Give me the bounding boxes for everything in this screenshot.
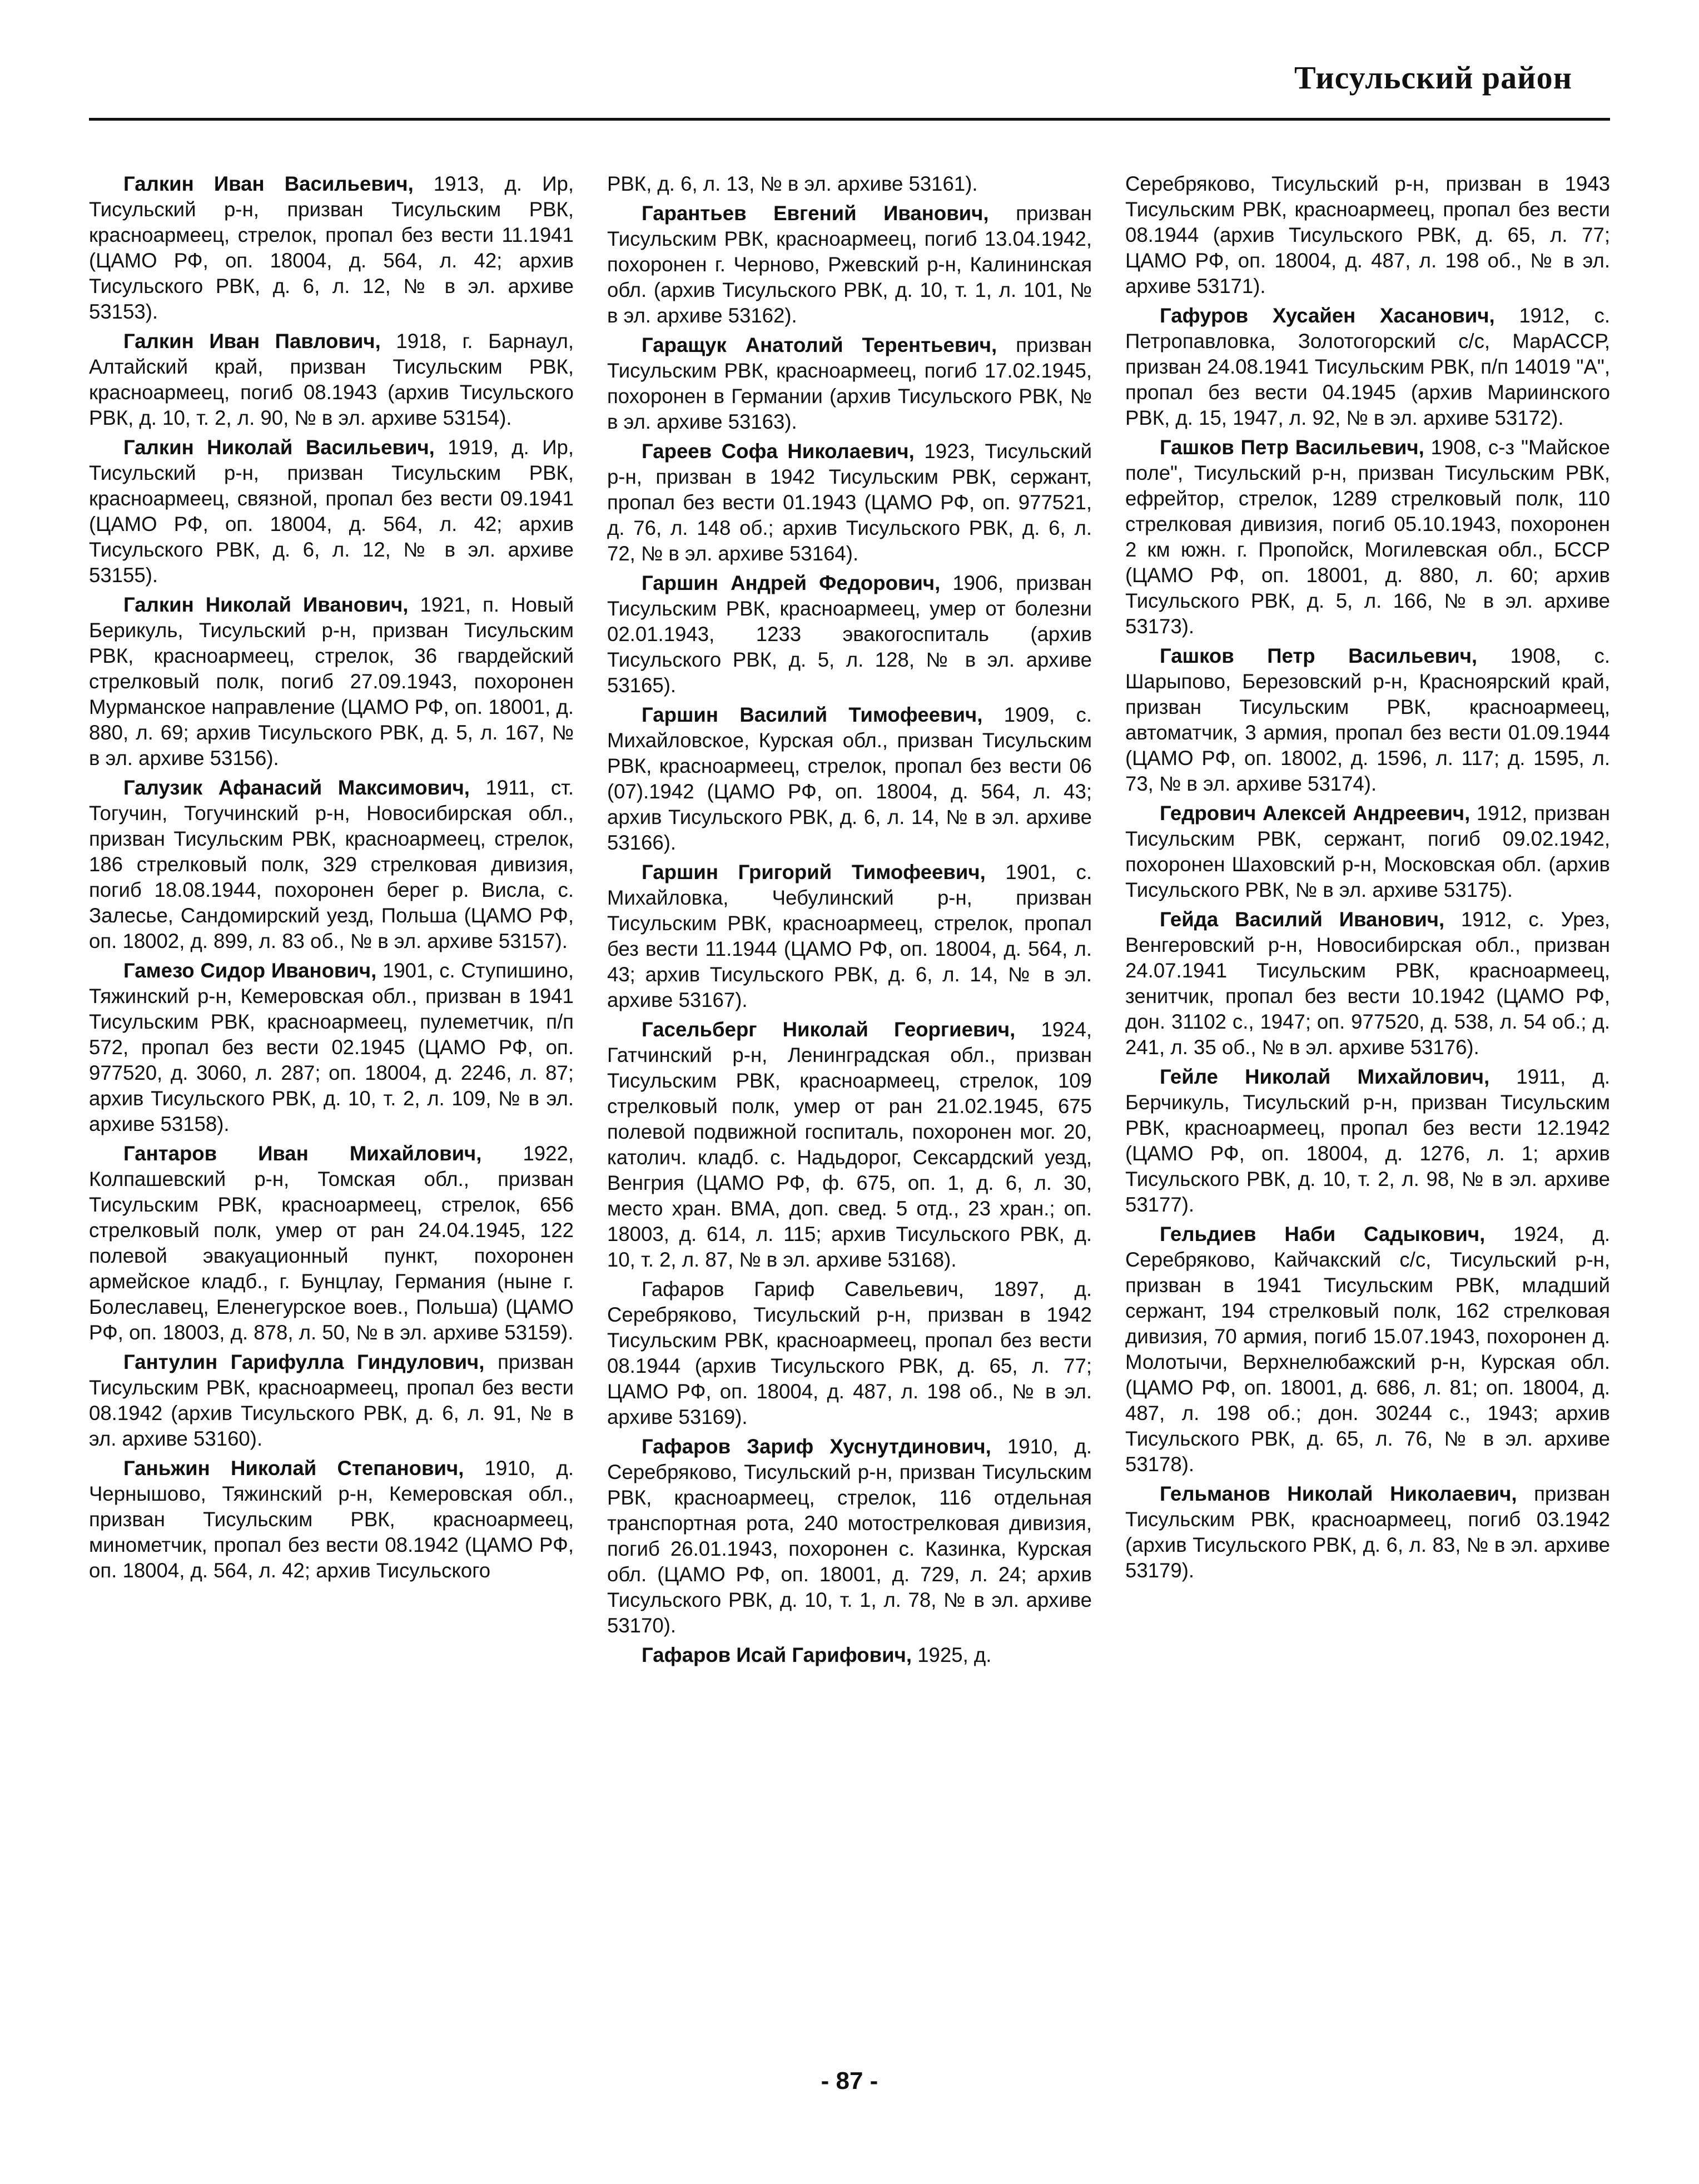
entry-text: 1919, д. Ир, Тисульский р-н, призван Тисульским РВК, красноармеец, связной, пропал без вести 09.1941 (ЦАМО РФ, оп. 18004, д. 564, л. 42; архив Тисульского РВК, д. 6, л. 12, № в эл. архиве 53155). [89,436,574,587]
entry [89,1349,574,1452]
entry [607,702,1092,856]
entry [1125,171,1610,299]
entry-text: 1906, призван Тисульским РВК, красноармеец, умер от болезни 02.01.1943, 1233 эвакогоспиталь (архив Тисульского РВК, д. 5, л. 128, № в эл. архиве 53165). [607,572,1092,697]
entry-name: Гаршин Андрей Федорович, [642,572,941,594]
entry-name: Галкин Николай Иванович, [123,593,409,616]
entry-name: Галкин Николай Васильевич, [123,436,435,459]
entry-name: Гаршин Григорий Тимофеевич, [642,861,986,883]
entry-name: Гафаров Зариф Хуснутдинович, [642,1435,991,1458]
entry-text: 1909, с. Михайловское, Курская обл., призван Тисульским РВК, красноармеец, стрелок, пропал без вести 06 (07).1942 (ЦАМО РФ, оп. 18004, д. 564, л. 43; архив Тисульского РВК, д. 6, л. 14, № в эл. архиве 53166). [607,703,1092,854]
entry-text: РВК, д. 6, л. 13, № в эл. архиве 53161). [607,172,978,195]
entry-text: 1911, ст. Тогучин, Тогучинский р-н, Новосибирская обл., призван Тисульским РВК, красноармеец, стрелок, 186 стрелковый полк, 329 стрелковая дивизия, погиб 18.08.1944, похоронен берег р. Висла, с. Залесье, Сандомирский уезд, Польша (ЦАМО РФ, оп. 18002, д. 899, л. 83 об., № в эл. архиве 53157). [89,776,574,952]
entry [89,958,574,1137]
entry [607,201,1092,329]
entry-text: 1912, призван Тисульским РВК, сержант, погиб 09.02.1942, похоронен Шаховский р-н, Московская обл. (архив Тисульского РВК, № в эл. архиве 53175). [1125,802,1610,901]
entry-text: 1923, Тисульский р-н, призван в 1942 Тисульским РВК, сержант, пропал без вести 01.1943 (ЦАМО РФ, оп. 977521, д. 76, л. 148 об.; архив Тисульского РВК, д. 6, л. 72, № в эл. архиве 53164). [607,440,1092,565]
page-number: - 87 - [821,2067,878,2094]
entry [607,171,1092,197]
entry-name: Гантулин Гарифулла Гиндулович, [123,1351,485,1373]
entry-text: 1912, с. Петропавловка, Золотогорский с/с, МарАССР, призван 24.08.1941 Тисульским РВК, п/п 14019 "А", пропал без вести 04.1945 (архив Мариинского РВК, д. 15, 1947, л. 92, № в эл. архиве 53172). [1125,304,1610,429]
entry-text: 1913, д. Ир, Тисульский р-н, призван Тисульским РВК, красноармеец, стрелок, пропал без вести 11.1941 (ЦАМО РФ, оп. 18004, д. 564, л. 42; архив Тисульского РВК, д. 6, л. 12, № в эл. архиве 53153). [89,172,574,323]
entry [89,592,574,771]
entry-text: 1908, с-з "Майское поле", Тисульский р-н, призван Тисульским РВК, ефрейтор, стрелок, 1289 стрелковый полк, 110 стрелковая дивизия, погиб 05.10.1943, похоронен 2 км южн. г. Пропойск, Могилевская обл., БССР (ЦАМО РФ, оп. 18001, д. 880, л. 60; архив Тисульского РВК, д. 5, л. 166, № в эл. архиве 53173). [1125,436,1610,638]
entry [607,1434,1092,1639]
entry-text: призван Тисульским РВК, красноармеец, погиб 17.02.1945, похоронен в Германии (архив Тисульского РВК, № в эл. архиве 53163). [607,334,1092,433]
entry-name: Галузик Афанасий Максимович, [123,776,470,799]
entry-name: Гельманов Николай Николаевич, [1160,1482,1517,1505]
entry [607,1017,1092,1273]
entry [1125,643,1610,797]
header-rule [89,118,1610,121]
entry [89,435,574,588]
column-2 [607,171,1092,2006]
entry-name: Гейле Николай Михайлович, [1160,1065,1490,1088]
entry-name: Гедрович Алексей Андреевич, [1160,802,1471,825]
entry [1125,435,1610,639]
entry-name: Гаршин Василий Тимофеевич, [642,703,983,726]
entry-text: призван Тисульским РВК, красноармеец, пропал без вести 08.1942 (архив Тисульского РВК, д. 6, л. 91, № в эл. архиве 53160). [89,1351,574,1450]
entry [607,570,1092,698]
entry-text: 1908, с. Шарыпово, Березовский р-н, Красноярский край, призван Тисульским РВК, красноармеец, автоматчик, 3 армия, пропал без вести 01.09.1944 (ЦАМО РФ, оп. 18002, д. 1596, л. 117; д. 1595, л. 73, № в эл. архиве 53174). [1125,644,1610,795]
entry-name: Гареев Софа Николаевич, [642,440,915,463]
entry [607,332,1092,435]
entry-name: Галкин Иван Васильевич, [123,172,414,195]
entry [89,1456,574,1584]
entry-name: Гашков Петр Васильевич, [1160,436,1424,459]
column-1 [89,171,574,2006]
entry-text: 1901, с. Ступишино, Тяжинский р-н, Кемеровская обл., призван в 1941 Тисульским РВК, красноармеец, пулеметчик, п/п 572, пропал без вести 02.1945 (ЦАМО РФ, оп. 977520, д. 3060, л. 287; оп. 18004, д. 2246, л. 87; архив Тисульского РВК, д. 10, т. 2, л. 109, № в эл. архиве 53158). [89,959,574,1135]
entry [89,775,574,954]
entry [1125,801,1610,903]
entry [1125,907,1610,1060]
entry-name: Гамезо Сидор Иванович, [123,959,377,982]
entry-text: 1911, д. Берчикуль, Тисульский р-н, призван Тисульским РВК, красноармеец, пропал без вести 12.1942 (ЦАМО РФ, оп. 18004, д. 1276, л. 1; архив Тисульского РВК, д. 10, т. 2, л. 98, № в эл. архиве 53177). [1125,1065,1611,1216]
entry-name: Гельдиев Наби Садыкович, [1160,1223,1486,1245]
entry-text: Гафаров Гариф Савельевич, 1897, д. Серебряково, Тисульский р-н, призван в 1942 Тисульским РВК, красноармеец, пропал без вести 08.1944 (архив Тисульского РВК, д. 65, л. 77; ЦАМО РФ, оп. 18004, д. 487, л. 198 об., № в эл. архиве 53169). [607,1278,1092,1428]
entry-name: Гантаров Иван Михайлович, [123,1142,482,1165]
running-head-title: Тисульский район [1294,59,1572,96]
entry [1125,1222,1610,1477]
entry-text: Серебряково, Тисульский р-н, призван в 1943 Тисульским РВК, красноармеец, пропал без вести 08.1944 (архив Тисульского РВК, д. 65, л. 77; ЦАМО РФ, оп. 18004, д. 487, л. 198 об., № в эл. архиве 53171). [1125,172,1610,297]
entry-text: 1910, д. Чернышово, Тяжинский р-н, Кемеровская обл., призван Тисульским РВК, красноармеец, минометчик, пропал без вести 08.1942 (ЦАМО РФ, оп. 18004, д. 564, л. 42; архив Тисульского [89,1457,574,1582]
entry [607,1277,1092,1430]
entry [1125,1064,1610,1218]
entry-name: Гафаров Исай Гарифович, [642,1644,912,1666]
column-3 [1125,171,1610,2006]
entry [1125,303,1610,431]
entry-name: Гарантьев Евгений Иванович, [642,202,989,225]
text-columns [89,171,1610,2006]
entry-name: Галкин Иван Павлович, [123,330,381,353]
entry-text: 1918, г. Барнаул, Алтайский край, призван Тисульским РВК, красноармеец, погиб 08.1943 (архив Тисульского РВК, д. 10, т. 2, л. 90, № в эл. архиве 53154). [89,330,574,429]
entry [607,1642,1092,1668]
entry [89,1141,574,1346]
entry-name: Гейда Василий Иванович, [1160,908,1445,931]
entry-text: призван Тисульским РВК, красноармеец, погиб 03.1942 (архив Тисульского РВК, д. 6, л. 83, № в эл. архиве 53179). [1125,1482,1610,1582]
entry-text: 1901, с. Михайловка, Чебулинский р-н, призван Тисульским РВК, красноармеец, стрелок, пропал без вести 11.1944 (ЦАМО РФ, оп. 18004, д. 564, л. 43; архив Тисульского РВК, д. 6, л. 14, № в эл. архиве 53167). [607,861,1092,1011]
entry [89,329,574,431]
entry-name: Гаращук Анатолий Терентьевич, [642,334,997,356]
entry-text: 1921, п. Новый Берикуль, Тисульский р-н, призван Тисульским РВК, красноармеец, стрелок, 36 гвардейский стрелковый полк, погиб 27.09.1943, похоронен Мурманское направление (ЦАМО РФ, оп. 18001, д. 880, л. 69; архив Тисульского РВК, д. 5, л. 167, № в эл. архиве 53156). [89,593,574,770]
entry-text: 1924, д. Серебряково, Кайчакский с/с, Тисульский р-н, призван в 1941 Тисульским РВК, младший сержант, 194 стрелковый полк, 162 стрелковая дивизия, 70 армия, погиб 15.07.1943, похоронен д. Молотычи, Верхнелюбажский р-н, Курская обл. (ЦАМО РФ, оп. 18001, д. 686, л. 81; оп. 18004, д. 487, л. 198 об.; дон. 30244 с., 1943; архив Тисульского РВК, д. 65, л. 76, № в эл. архиве 53178). [1125,1223,1610,1476]
entry [607,439,1092,567]
entry-text: 1910, д. Серебряково, Тисульский р-н, призван Тисульским РВК, красноармеец, стрелок, 116 отдельная транспортная рота, 240 мотострелковая дивизия, погиб 26.01.1943, похоронен с. Казинка, Курская обл. (ЦАМО РФ, оп. 18001, д. 729, л. 24; архив Тисульского РВК, д. 10, т. 1, л. 78, № в эл. архиве 53170). [607,1435,1092,1637]
entry-name: Гашков Петр Васильевич, [1160,644,1478,667]
entry [89,171,574,325]
entry-text: 1912, с. Урез, Венгеровский р-н, Новосибирская обл., призван 24.07.1941 Тисульским РВК, красноармеец, зенитчик, пропал без вести 10.1942 (ЦАМО РФ, дон. 31102 с., 1947; оп. 977520, д. 538, л. 54 об.; д. 241, л. 35 об., № в эл. архиве 53176). [1125,908,1610,1059]
entry-text: 1924, Гатчинский р-н, Ленинградская обл., призван Тисульским РВК, красноармеец, стрелок, 109 стрелковый полк, умер от ран 21.02.1945, 675 полевой подвижной госпиталь, похоронен мог. 20, католич. кладб. с. Надьдорог, Сексардский уезд, Венгрия (ЦАМО РФ, ф. 675, оп. 1, д. 6, л. 30, место хран. ВМА, доп. свед. 5 отд., 23 хран.; оп. 18003, д. 614, л. 115; архив Тисульского РВК, д. 10, т. 2, л. 87, № в эл. архиве 53168). [607,1018,1092,1271]
entry [1125,1481,1610,1584]
entry-text: 1925, д. [912,1644,992,1666]
entry-name: Гафуров Хусайен Хасанович, [1160,304,1495,327]
entry [607,860,1092,1013]
entry-text: 1922, Колпашевский р-н, Томская обл., призван Тисульским РВК, красноармеец, стрелок, 656 стрелковый полк, умер от ран 24.04.1945, 122 полевой эвакуационный пункт, похоронен армейское кладб., г. Бунцлау, Германия (ныне г. Болеславец, Еленегурское воев., Польша) (ЦАМО РФ, оп. 18003, д. 878, л. 50, № в эл. архиве 53159). [89,1142,574,1344]
entry-name: Ганьжин Николай Степанович, [123,1457,464,1480]
entry-text: призван Тисульским РВК, красноармеец, погиб 13.04.1942, похоронен г. Черново, Ржевский р-н, Калининская обл. (архив Тисульского РВК, д. 10, т. 1, л. 101, № в эл. архиве 53162). [607,202,1092,327]
entry-name: Гасельберг Николай Георгиевич, [642,1018,1016,1041]
